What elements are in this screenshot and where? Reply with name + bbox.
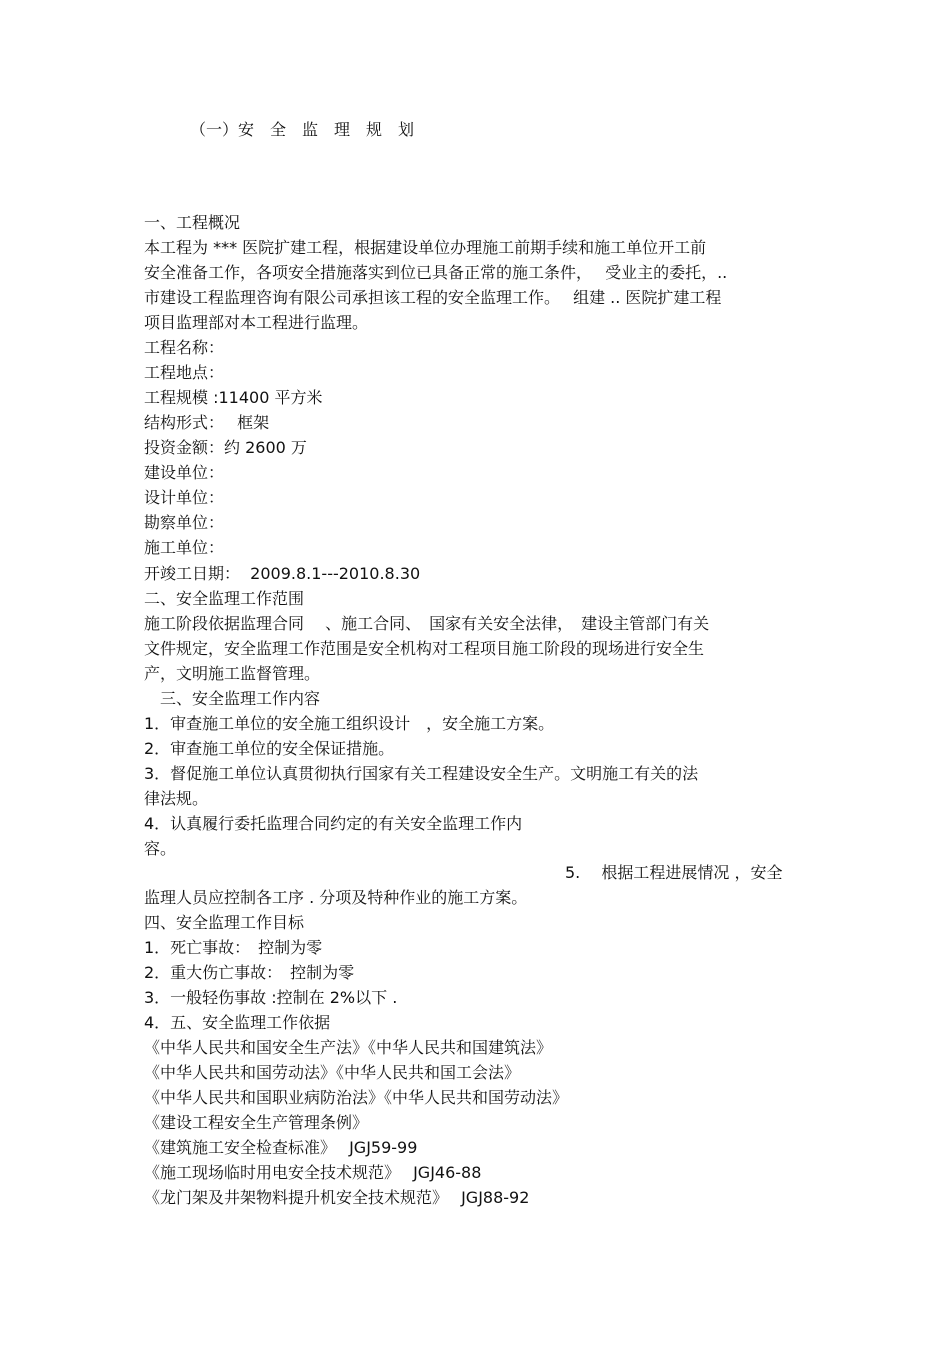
list-item: 1．审查施工单位的安全施工组织设计 ，安全施工方案。	[144, 714, 555, 733]
info-line: 投资金额：约 2600 万	[144, 438, 307, 457]
info-line: 设计单位：	[144, 488, 225, 507]
list-item: 3．督促施工单位认真贯彻执行国家有关工程建设安全生产。文明施工有关的法	[144, 764, 699, 783]
document-title: （一）安 全 监 理 规 划	[190, 120, 415, 139]
list-item: 3．一般轻伤事故 :控制在 2%以下 .	[144, 988, 398, 1007]
reference-line: 《中华人民共和国劳动法》《中华人民共和国工会法》	[144, 1063, 521, 1082]
section-heading: 四、安全监理工作目标	[144, 913, 305, 932]
info-line: 建设单位：	[144, 463, 225, 482]
list-item: 4．五、安全监理工作依据	[144, 1013, 331, 1032]
reference-line: 《建设工程安全生产管理条例》	[144, 1113, 369, 1132]
paragraph-line: 市建设工程监理咨询有限公司承担该工程的安全监理工作。 组建 .. 医院扩建工程	[144, 288, 722, 307]
list-item: 律法规。	[144, 789, 209, 808]
info-line: 工程名称：	[144, 338, 225, 357]
paragraph-line: 施工阶段依据监理合同 、施工合同、 国家有关安全法律， 建设主管部门有关	[144, 614, 710, 633]
section-heading: 二、安全监理工作范围	[144, 589, 305, 608]
section-heading: 三、安全监理工作内容	[144, 689, 321, 708]
list-item: 5. 根据工程进展情况 ，安全	[565, 863, 783, 882]
list-item: 2．重大伤亡事故： 控制为零	[144, 963, 355, 982]
paragraph-line: 项目监理部对本工程进行监理。	[144, 313, 369, 332]
info-line: 施工单位：	[144, 538, 225, 557]
reference-line: 《龙门架及井架物料提升机安全技术规范》 JGJ88-92	[144, 1188, 530, 1207]
section-heading: 一、工程概况	[144, 213, 241, 232]
info-line: 工程规模 :11400 平方米	[144, 388, 323, 407]
list-item: 1．死亡事故： 控制为零	[144, 938, 323, 957]
info-line: 勘察单位：	[144, 513, 225, 532]
info-line: 结构形式： 框架	[144, 413, 270, 432]
list-item: 2．审查施工单位的安全保证措施。	[144, 739, 395, 758]
paragraph-line: 产，文明施工监督管理。	[144, 664, 321, 683]
paragraph-line: 文件规定，安全监理工作范围是安全机构对工程项目施工阶段的现场进行安全生	[144, 639, 705, 658]
info-line: 开竣工日期： 2009.8.1---2010.8.30	[144, 564, 421, 583]
info-line: 工程地点：	[144, 363, 225, 382]
list-item: 容。	[144, 839, 177, 858]
reference-line: 《中华人民共和国职业病防治法》《中华人民共和国劳动法》	[144, 1088, 569, 1107]
list-item: 监理人员应控制各工序 . 分项及特种作业的施工方案。	[144, 888, 528, 907]
paragraph-line: 安全准备工作，各项安全措施落实到位已具备正常的施工条件， 受业主的委托，..	[144, 263, 728, 282]
paragraph-line: 本工程为 *** 医院扩建工程，根据建设单位办理施工前期手续和施工单位开工前	[144, 238, 707, 257]
reference-line: 《中华人民共和国安全生产法》《中华人民共和国建筑法》	[144, 1038, 553, 1057]
reference-line: 《建筑施工安全检查标准》 JGJ59-99	[144, 1138, 418, 1157]
list-item: 4．认真履行委托监理合同约定的有关安全监理工作内	[144, 814, 523, 833]
reference-line: 《施工现场临时用电安全技术规范》 JGJ46-88	[144, 1163, 482, 1182]
